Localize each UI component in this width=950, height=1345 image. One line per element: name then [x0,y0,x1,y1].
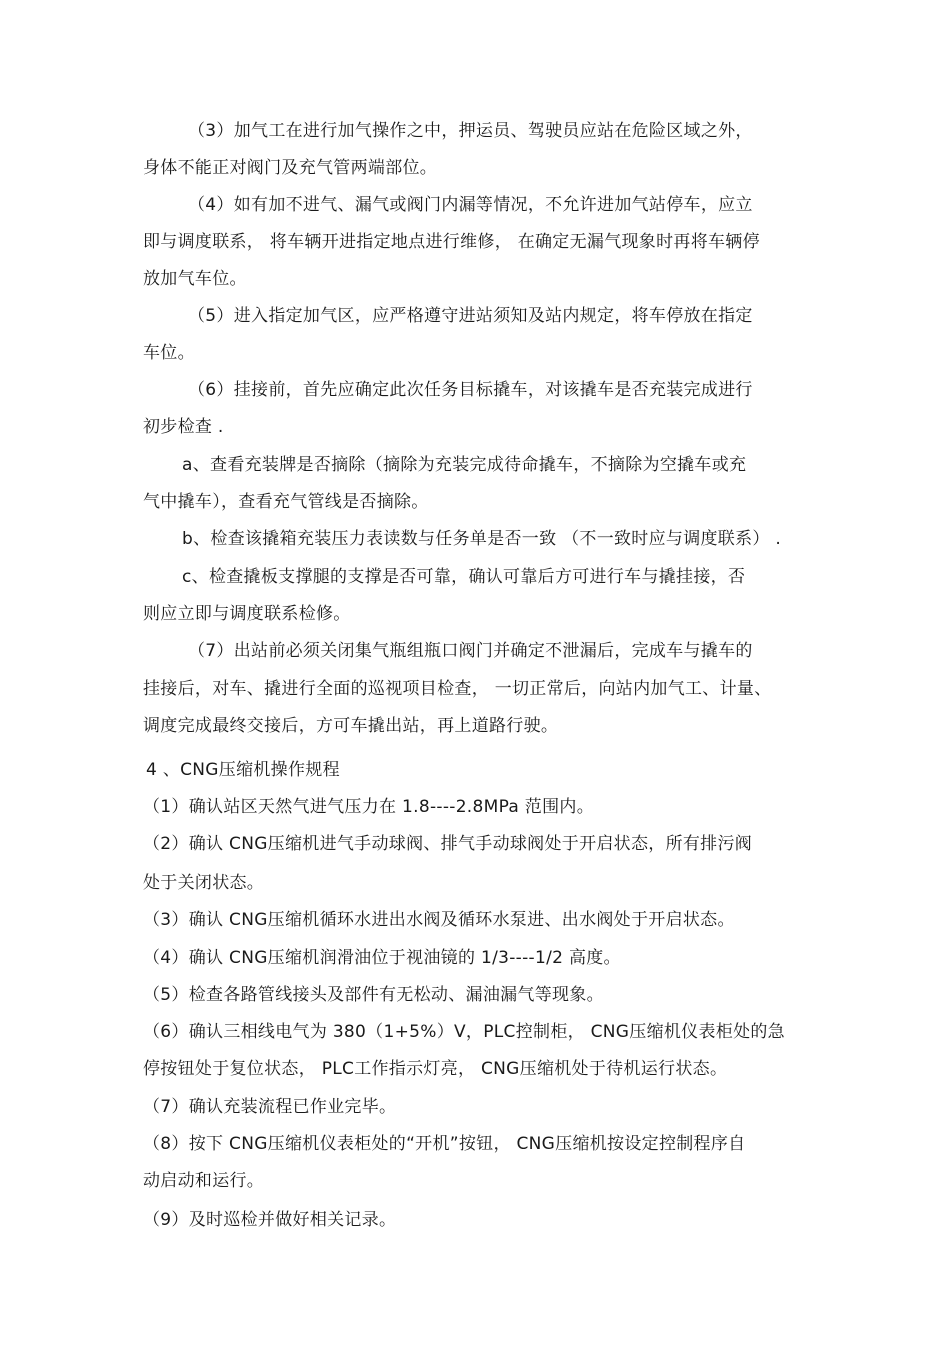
text-line: （7）确认充装流程已作业完毕。 [143,1097,397,1117]
text-line: （1）确认站区天然气进气压力在 1.8----2.8MPa 范围内。 [143,797,595,817]
text-line: （4）如有加不进气、漏气或阀门内漏等情况，不允许进加气站停车，应立 [188,195,753,215]
text-line: 停按钮处于复位状态， PLC工作指示灯亮， CNG压缩机处于待机运行状态。 [143,1059,728,1079]
text-line: 处于关闭状态。 [143,873,265,893]
text-line: （9）及时巡检并做好相关记录。 [143,1210,397,1230]
section-heading: 4 、CNG压缩机操作规程 [146,760,340,780]
text-line: （5）检查各路管线接头及部件有无松动、漏油漏气等现象。 [143,985,604,1005]
text-line: 初步检查 . [143,417,224,437]
text-line: 气中撬车），查看充气管线是否摘除。 [143,492,429,512]
text-line: （8）按下 CNG压缩机仪表柜处的“开机”按钮， CNG压缩机按设定控制程序自 [143,1134,746,1154]
text-line: 即与调度联系， 将车辆开进指定地点进行维修， 在确定无漏气现象时再将车辆停 [143,232,760,252]
text-line: c、检查撬板支撑腿的支撑是否可靠，确认可靠后方可进行车与撬挂接，否 [182,567,746,587]
text-line: 调度完成最终交接后，方可车撬出站，再上道路行驶。 [143,716,559,736]
text-line: b、检查该撬箱充装压力表读数与任务单是否一致 （不一致时应与调度联系） . [182,529,782,549]
text-line: a、查看充装牌是否摘除（摘除为充装完成待命撬车，不摘除为空撬车或充 [182,455,747,475]
text-line: 动启动和运行。 [143,1171,265,1191]
text-line: 车位。 [143,343,195,363]
text-line: 身体不能正对阀门及充气管两端部位。 [143,158,438,178]
text-line: 则应立即与调度联系检修。 [143,604,351,624]
text-line: （7）出站前必须关闭集气瓶组瓶口阀门并确定不泄漏后，完成车与撬车的 [188,641,753,661]
text-line: （4）确认 CNG压缩机润滑油位于视油镜的 1/3----1/2 高度。 [143,948,621,968]
text-line: （6）确认三相线电气为 380（1+5%）V，PLC控制柜， CNG压缩机仪表柜处的急 [143,1022,785,1042]
text-line: （6）挂接前，首先应确定此次任务目标撬车，对该撬车是否充装完成进行 [188,380,753,400]
text-line: （3）确认 CNG压缩机循环水进出水阀及循环水泵进、出水阀处于开启状态。 [143,910,735,930]
text-line: （2）确认 CNG压缩机进气手动球阀、排气手动球阀处于开启状态，所有排污阀 [143,834,753,854]
text-line: 放加气车位。 [143,269,247,289]
text-line: （5）进入指定加气区，应严格遵守进站须知及站内规定，将车停放在指定 [188,306,753,326]
text-line: （3）加气工在进行加气操作之中，押运员、驾驶员应站在危险区域之外， [188,121,753,141]
text-line: 挂接后，对车、撬进行全面的巡视项目检查， 一切正常后，向站内加气工、计量、 [143,679,772,699]
